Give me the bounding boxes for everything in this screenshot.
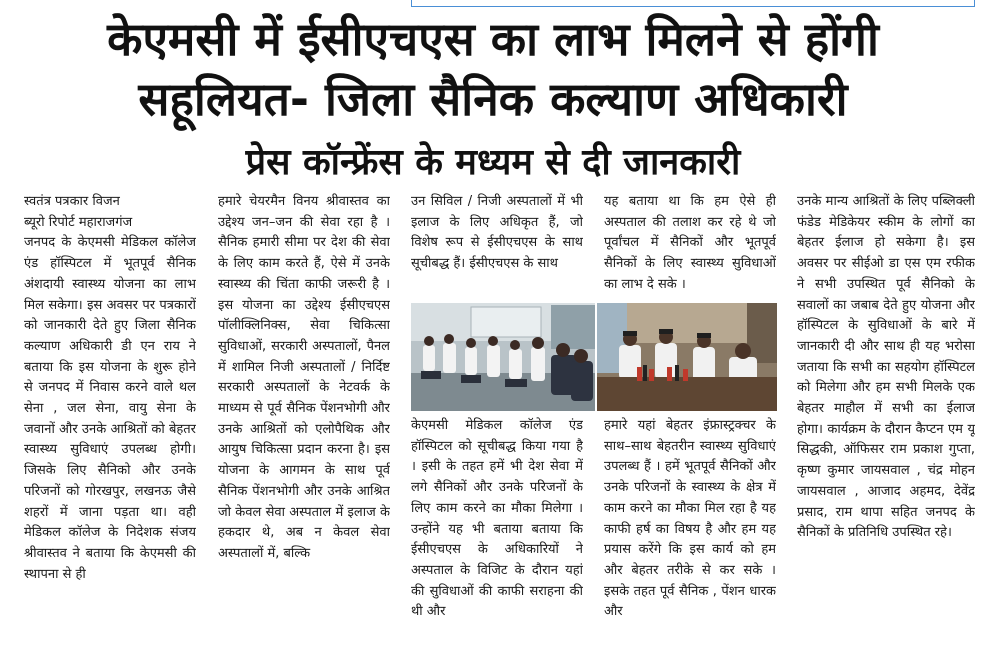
press-conference-panel-photo [597,303,777,411]
press-meeting-audience-photo [411,303,595,411]
article-column-5 [797,192,975,660]
column-3-top-text: उन सिविल / निजी अस्पतालों में भी इलाज के लिए अधिकृत हैं, जो विशेष रूप से ईसीएचएस के साथ सूचीबद्ध हैं। ईसीएचएस के साथ [411,194,583,272]
panel-photo-image [597,303,777,411]
column-4-top-text: यह बताया था कि हम ऐसे ही अस्पताल की तलाश कर रहे थे जो पूर्वांचल में सैनिकों और भूतपूर्व सैनिकों के लिए स्वास्थ्य सुविधाओं का लाभ दे सके । [604,194,776,292]
column-5-text: उनके मान्य आश्रितों के लिए पब्लिक्ली फंडेड मेडिकेयर स्कीम के लोगों का बेहतर ईलाज हो सकेगा है। इस अवसर पर सीईओ डा एस एम रफीक ने सभी उपस्थित पूर्व सैनिको के सवालों का जबाब देते हुए योजना और हॉस्पिटल के सुविधाओं के बारे में जानकारी दी और साथ ही यह भरोसा जताया कि सभी का सहयोग हॉस्पिटल को मिलेगा और हम सभी मिलके एक बेहतर माहौल में सभी का ईलाज होगा। कार्यक्रम के दौरान कैप्टन एम यू सिद्धकी, ऑफिसर राम प्रकाश गुप्ता, कृष्ण कुमार जायसवाल , चंद्र मोहन जायसवाल , आजाद अहमद, देवेंद्र प्रसाद, राम थापा सहित जनपद के सैनिकों के प्रतिनिधि उपस्थित रहे। [797,194,975,541]
article-column-4 [604,192,776,660]
article-column-3 [411,192,583,660]
headline-line-1: केएमसी में ईसीएचएस का लाभ मिलने से होंगी [107,12,879,66]
column-3-bottom-text: केएमसी मेडिकल कॉलेज एंड हॉस्पिटल को सूचीबद्ध किया गया है । इसी के तहत हमें भी देश सेवा में लगे सैनिकों और उनके परिजनों के लिए काम करने का मौका मिलेगा । उन्होंने यह भी बताया बताया कि ईसीएचएस के अधिकारियों ने अस्पताल के विजिट के दौरान यहां की सुविधाओं की काफी सराहना की थी और [411,418,583,620]
top-strip [0,0,986,8]
headline-line-2: सहूलियत- जिला सैनिक कल्याण अधिकारी [138,72,848,126]
article-column-1 [24,192,196,660]
previous-article-box [411,0,975,7]
column-4-bottom-text: हमारे यहां बेहतर इंफ्रास्ट्रक्चर के साथ–साथ बेहतरीन स्वास्थ्य सुविधाएं उपलब्ध हैं । हमें भूतपूर्व सैनिकों और उनके परिजनों के स्वास्थ्य के क्षेत्र में काम करने का मौका मिल रहा है यह काफी हर्ष का विषय है और हम यह प्रयास करेंगे कि इस कार्य को हम और बेहतर तरीके से कर सके । इसके तहत पूर्व सैनिक , पेंशन धारक और [604,418,776,620]
article-column-2 [218,192,390,660]
column-2-text: हमारे चेयरमैन विनय श्रीवास्तव का उद्देश्य जन–जन की सेवा रहा है । सैनिक हमारी सीमा पर देश की सेवा के लिए काम करते हैं, ऐसे में उनके स्वास्थ्य की चिंता काफी जरूरी है । इस योजना का उद्देश्य ईसीएचएस पॉलीक्लिनिक्स, सेवा चिकित्सा सुविधाओं, सरकारी अस्पतालों, पैनल में शामिल निजी अस्पतालों / निर्दिष्ट सरकारी अस्पतालों के नेटवर्क के माध्यम से पूर्व सैनिक पेंशनभोगी और उनके आश्रितों को एलोपैथिक और आयुष चिकित्सा प्रदान करना है। इस योजना के आगमन के साथ पूर्व सैनिक पेंशनभोगी और उनके आश्रित जो केवल सेवा अस्पताल में इलाज के हकदार थे, अब न केवल सेवा अस्पतालों में, बल्कि [218,194,390,561]
column-1-text: स्वतंत्र पत्रकार विजन ब्यूरो रिपोर्ट महाराजगंज जनपद के केएमसी मेडिकल कॉलेज एंड हॉस्पिटल में भूतपूर्व सैनिक अंशदायी स्वास्थ्य योजना का लाभ मिल सकेगा। इस अवसर पर पत्रकारों को जानकारी देते हुए जिला सैनिक कल्याण अधिकारी डी एन राय ने बताया कि इस योजना के शुरू होने से जनपद में निवास करने वाले थल सेना , जल सेना, वायु सेना के जवानों और उनके आश्रितों को बेहतर स्वास्थ्य सुविधाएं उपलब्ध होगी। जिसके लिए सैनिको और उनके परिजनों को गोरखपुर, लखनऊ जैसे शहरों में जाना पड़ता था। वही मेडिकल कॉलेज के निदेशक संजय श्रीवास्तव ने बताया कि केएमसी की स्थापना से ही [24,194,196,582]
audience-photo-image [411,303,595,411]
subheadline: प्रेस कॉन्फ्रेंस के मध्यम से दी जानकारी [245,142,741,183]
